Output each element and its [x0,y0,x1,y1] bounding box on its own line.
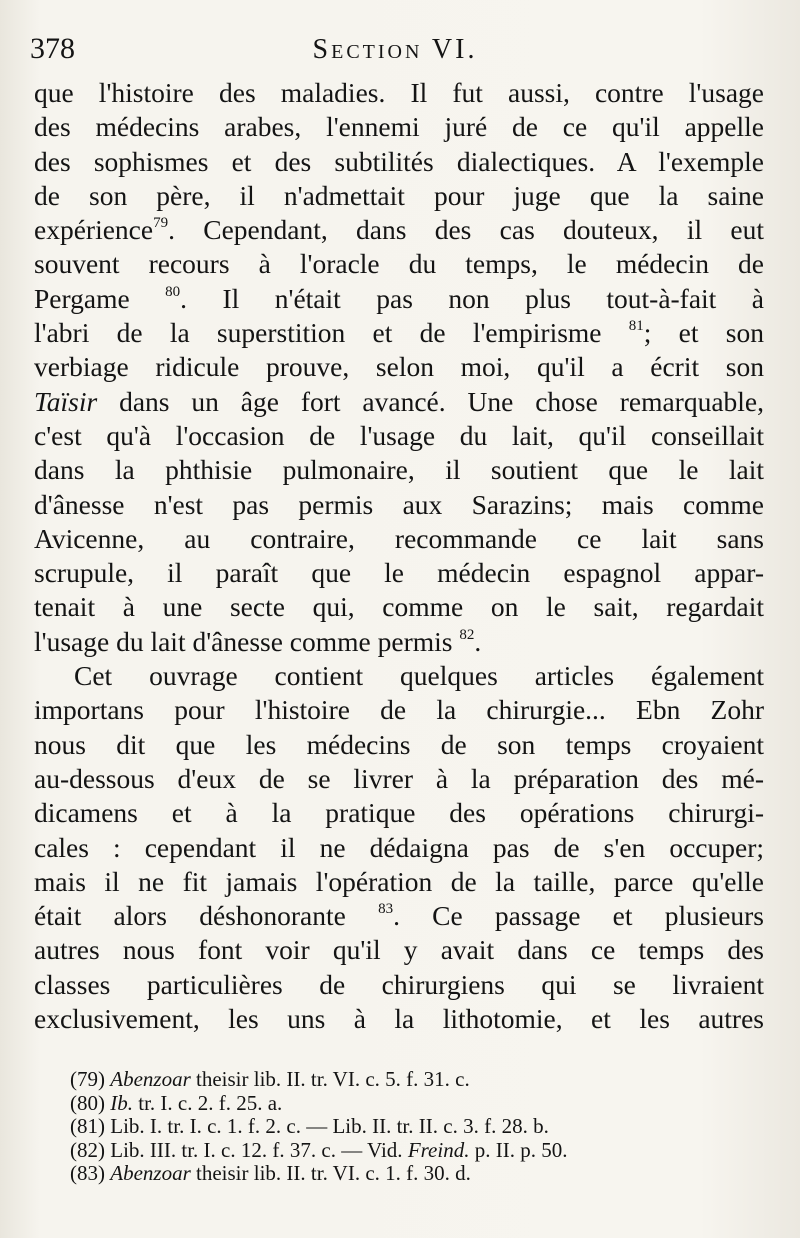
footnotes [70,1068,710,1186]
text-line: classes particulières de chirurgiens qui se livraient [34,968,764,1000]
text-segment: . Il n'était pas non plus tout-à-fait à [180,282,764,314]
text-line [34,213,764,247]
footnote [70,1092,710,1116]
text-line: Avicenne, au contraire, recommande ce lait sans [34,522,764,554]
text-line: cales : cependant il ne dédaigna pas de s'en occuper; [34,831,764,863]
footnote-number: (83) [70,1161,111,1185]
footnote-number: (82) [70,1137,111,1162]
body-text [34,76,764,1036]
text-line: souvent recours à l'oracle du temps, le médecin de [34,248,764,280]
footnote-text: theisir lib. II. tr. VI. c. 1. f. 30. d. [190,1161,471,1185]
text-line [34,282,764,316]
footnote-text: theisir lib. II. tr. VI. c. 5. f. 31. c. [190,1067,470,1091]
text-line: de son père, il n'admettait pour juge que la saine [34,179,764,211]
footnote-reference: 79 [153,215,169,232]
text-line: des sophismes et des subtilités dialectiques. A l'exemple [34,145,764,177]
footnote-text: p. II. p. 50. [469,1137,568,1162]
text-line: scrupule, il paraît que le médecin espagnol appar- [34,557,764,589]
footnote-author: Abenzoar [110,1161,191,1185]
text-line: au-dessous d'eux de se livrer à la préparation des mé- [34,762,764,794]
text-line: que l'histoire des maladies. Il fut aussi, contre l'usage [34,77,764,108]
footnote-reference: 81 [628,318,644,335]
footnote [70,1162,710,1186]
footnote-number: (79) [70,1067,111,1091]
page-number: 378 [30,32,75,65]
footnote-author: Ib. [110,1090,133,1115]
footnote-author: Freind. [407,1137,470,1162]
footnote-reference: 83 [378,901,394,918]
footnote-text: Lib. I. tr. I. c. 1. f. 2. c. — Lib. II. tr. II. c. 3. f. 28. b. [110,1114,549,1138]
text-line: d'ânesse n'est pas permis aux Sarazins; mais comme [34,488,764,520]
text-line: dicamens et à la pratique des opérations chirurgi- [34,797,764,829]
text-segment: ; et son [643,317,764,349]
text-line: des médecins arabes, l'ennemi juré de ce qu'il appelle [34,111,764,143]
text-segment: . Ce passage et plusieurs [393,900,764,932]
text-line: tenait à une secte qui, comme on le sait, regardait [34,591,764,623]
text-segment: l'usage du lait d'ânesse comme permis [34,625,460,657]
text-line: importans pour l'histoire de la chirurgie... Ebn Zohr [34,694,764,726]
text-segment: . [474,625,482,657]
footnote [70,1068,710,1092]
text-segment: dans un âge fort avancé. Une chose remarquable, [97,385,764,417]
text-line [34,899,764,933]
footnote-number: (81) [70,1114,111,1138]
footnote-text: Lib. III. tr. I. c. 12. f. 37. c. — Vid. [110,1137,408,1162]
text-segment: était alors déshonorante [34,900,379,932]
text-line [34,316,764,350]
text-line: autres nous font voir qu'il y avait dans ce temps des [34,934,764,966]
text-line [34,625,764,659]
footnote-author: Abenzoar [110,1067,191,1091]
page-header [30,30,760,70]
text-line: dans la phthisie pulmonaire, il soutient que le lait [34,454,764,486]
footnote [70,1115,710,1139]
text-line [34,385,764,419]
text-segment: . Cependant, dans des cas douteux, il eut [168,214,764,246]
footnote-reference: 82 [459,626,475,643]
text-line: mais il ne fit jamais l'opération de la taille, parce qu'elle [34,865,764,897]
footnote [70,1139,710,1163]
text-segment: Pergame [34,282,166,314]
footnote-number: (80) [70,1090,111,1115]
running-head: Section VI. [312,34,478,65]
text-line: Cet ouvrage contient quelques articles également [74,660,764,692]
footnote-text: tr. I. c. 2. f. 25. a. [133,1090,283,1115]
italic-title: Taïsir [34,385,98,417]
text-segment: expérience [34,214,154,246]
text-segment: l'abri de la superstition et de l'empirisme [34,317,629,349]
text-line: exclusivement, les uns à la lithotomie, et les autres [34,1003,764,1035]
text-line: verbiage ridicule prouve, selon moi, qu'il a écrit son [34,351,764,383]
footnote-reference: 80 [165,283,181,300]
text-line: nous dit que les médecins de son temps croyaient [34,728,764,760]
text-line: c'est qu'à l'occasion de l'usage du lait, qu'il conseillait [34,419,764,451]
